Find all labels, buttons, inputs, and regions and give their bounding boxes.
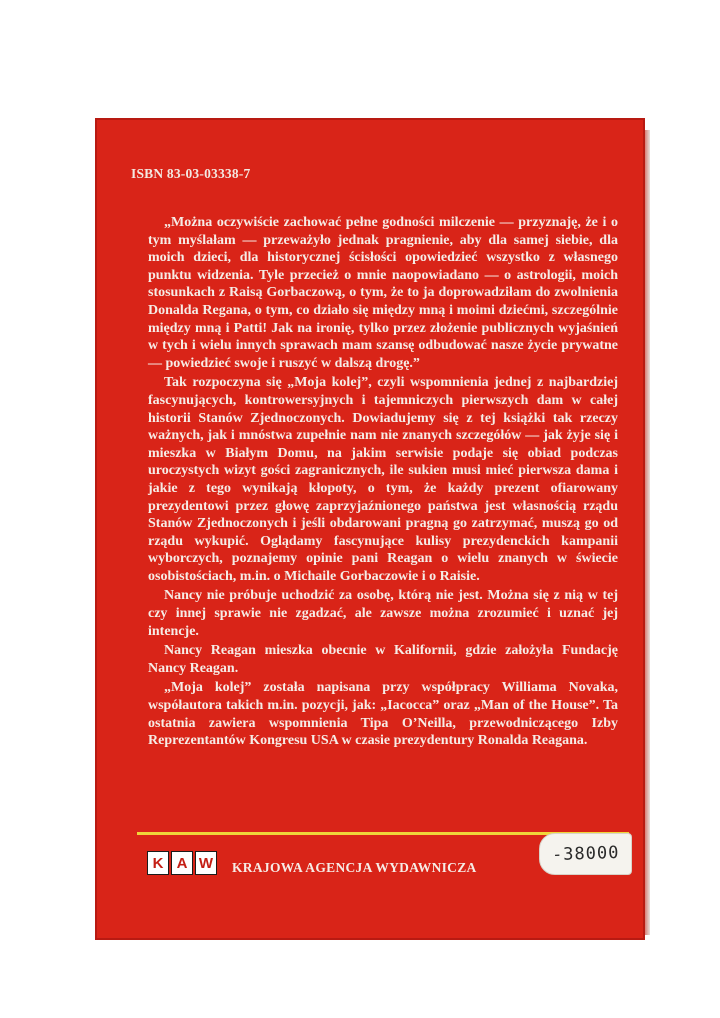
publisher-name: KRAJOWA AGENCJA WYDAWNICZA [232,860,477,875]
paragraph-california: Nancy Reagan mieszka obecnie w Kalifornii, gdzie założyła Fundację Nancy Reagan. [148,643,618,676]
kaw-logo [147,851,217,875]
logo-letter: A [171,851,193,875]
logo-letter: W [195,851,217,875]
paragraph-description: Tak rozpoczyna się „Moja kolej”, czyli wspomnienia jednej z najbardziej fascynujących, kontrowersyjnych i tajemniczych pierwszych dam w całej historii Stanów Zjednoczonych. Dowiadujemy się z tej książki tak rzeczy ważnych, jak i mnóstwa zupełnie nam nie znanych szczegółów — jak żyje się i mieszka w Białym Domu, na jakim serwisie podaje się obiad podczas uroczystych wizyt gości zagranicznych, ile sukien musi mieć pierwsza dama i jakie z tego wynikają kłopoty, o tym, że każdy prezent ofiarowany prezydentowi przez głowę zaprzyjaźnionego państwa jest własnością rządu Stanów Zjednoczonych i jeśli obdarowani pragną go zatrzymać, muszą go od rządu wykupić. Oglądamy fascynujące kulisy prezydenckich kampanii wyborczych, poznajemy opinie pani Reagan o wielu znanych w świecie osobistościach, m.in. o Michaile Gorbaczowie i o Raisie. [148,375,618,584]
isbn: ISBN 83-03-03338-7 [131,166,251,181]
price-sticker [539,833,632,875]
paragraph-quote: „Można oczywiście zachować pełne godności milczenie — przyznaję, że i o tym myślałam — przeważyło jednak pragnienie, aby dla samej siebie, dla moich dzieci, dla historycznej ścisłości opowiedzieć wszystko z własnego punktu widzenia. Tyle przecież o mnie naopowiadano — o astrologii, moich stosunkach z Raisą Gorbaczową, o tym, że to ja doprowadziłam do zwolnienia Donalda Regana, o tym, co działo się między mną i moimi dziećmi, szczególnie między mną i Patti! Jak na ironię, tylko przez złożenie publicznych wyjaśnień w tych i wielu innych sprawach mam szansę odbudować nasze życie prywatne — powiedzieć swoje i ruszyć w dalszą drogę.” [148,215,618,371]
price-sticker-text: -38000 [551,842,620,866]
blurb-text [148,214,618,752]
paragraph-nancy: Nancy nie próbuje uchodzić za osobę, którą nie jest. Można się z nią w tej czy innej sprawie nie zgadzać, ale zawsze można zrozumieć i uznać jej intencje. [148,588,618,639]
paragraph-coauthor: „Moja kolej” została napisana przy współpracy Williama Novaka, współautora takich m.in. pozycji, jak: „Iacocca” oraz „Man of the House”. Ta ostatnia zawiera wspomnienia Tipa O’Neilla, przewodniczącego Izby Reprezentantów Kongresu USA w czasie prezydentury Ronalda Reagana. [148,680,618,749]
logo-letter: K [147,851,169,875]
book-back-cover [95,118,645,940]
